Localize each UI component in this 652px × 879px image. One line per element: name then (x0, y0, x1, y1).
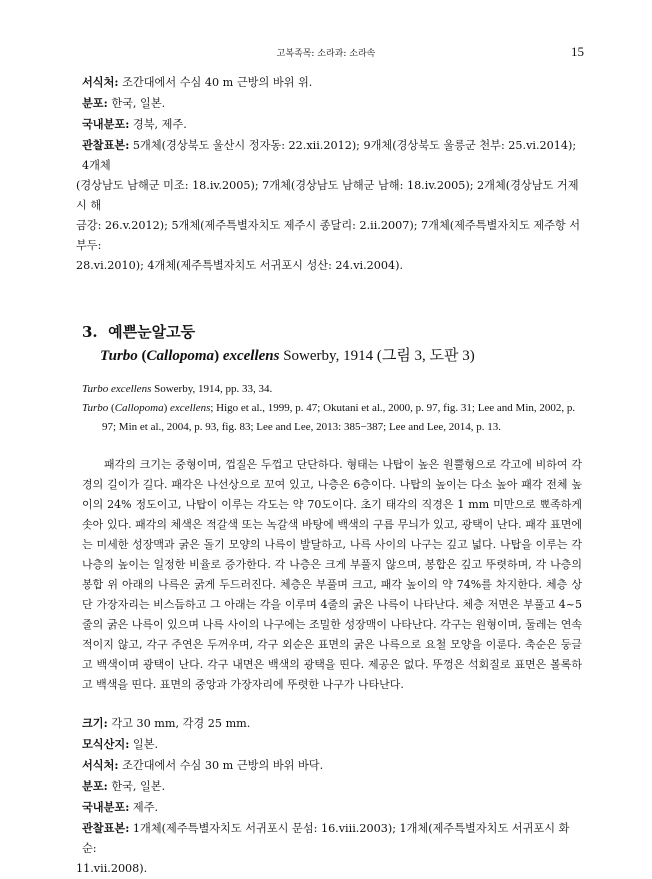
size-field (82, 713, 582, 734)
page-body (76, 72, 582, 879)
examined-specimens-field (76, 135, 582, 276)
synonym-citation: Sowerby, 1914, pp. 33, 34. (151, 383, 273, 395)
synonymy-item (82, 380, 582, 399)
habitat-field (82, 72, 582, 93)
species-description: 패각의 크기는 중형이며, 껍질은 두껍고 단단하다. 형태는 나탑이 높은 원뿔형으로 각고에 비하여 각경의 길이가 길다. 패각은 나선상으로 꼬여 있고, 나층은 6층이다. 나탑의 높이는 다소 높아 패각 전체 높이의 24% 정도이고, 나탑이 이루는 각도는 약 70도이다. 초기 태각의 직경은 1 mm 미만으로 뾰족하게 솟아 있다. 패각의 체색은 적갈색 또는 녹갈색 바탕에 백색의 구름 무늬가 있고, 광택이 난다. 패각 표면에는 미세한 성장맥과 굵은 돌기 모양의 나륵이 발달하고, 나륵 사이의 나구는 깊고 넓다. 나탑을 이루는 각 나층의 높이는 일정한 비율로 증가한다. 각 나층은 크게 부풀지 않으며, 봉합은 깊고 뚜렷하며, 각 나층의 봉합 위 아래의 나륵은 굵게 두드러진다. 체층은 부풀며 크고, 패각 높이의 약 74%를 차지한다. 체층 상단 가장자리는 비스듬하고 그 아래는 각을 이루며 4줄의 굵은 나륵이 나타난다. 체층 저면은 부풀고 4~5줄의 굵은 나륵이 있으며 나륵 사이의 나구에는 조밀한 성장맥이 나타난다. 각구는 원형이며, 둘레는 연속적이지 않고, 각구 주연은 두꺼우며, 각구 외순은 표면의 굵은 나륵으로 요철 모양을 이룬다. 축순은 둥글고 백색이며 광택이 난다. 각구 내면은 백색의 광택을 띤다. 제공은 없다. 뚜껑은 석회질로 표면은 볼록하고 백색을 띤다. 표면의 중앙과 가장자리에 뚜렷한 나구가 나타난다. (82, 458, 582, 691)
specimens-line: 11.vii.2008). (76, 862, 148, 875)
habitat-value: 조간대에서 수심 40 m 근방의 바위 위. (122, 76, 313, 89)
synonym-epithet: excellens (170, 402, 211, 414)
specimens-label: 관찰표본: (82, 138, 130, 152)
synonymy-list (82, 380, 582, 437)
distribution-label: 분포: (82, 96, 108, 110)
distribution-label: 분포: (82, 779, 108, 793)
distribution-value: 한국, 일본. (111, 780, 166, 793)
synonymy-item (82, 399, 582, 437)
species-heading (82, 320, 582, 368)
page-number: 15 (571, 44, 584, 59)
distribution-field (82, 776, 582, 797)
species-korean-name: 예쁜눈알고둥 (108, 323, 196, 341)
specimens-line: (경상남도 남해군 미조: 18.iv.2005); 7개체(경상남도 남해군 남해: 18.iv.2005); 2개체(경상남도 거제시 해 (76, 179, 579, 212)
synonym-subgenus: (Callopoma) (108, 402, 171, 414)
specimens-line: 관찰표본: 5개체(경상북도 울산시 정자동: 22.xii.2012); 9개체(경상북도 울릉군 천부: 25.vi.2014); 4개체 (82, 138, 577, 172)
distribution-field (82, 93, 582, 114)
previous-species-block (76, 72, 582, 276)
domestic-distribution-label: 국내분포: (82, 800, 130, 814)
species-number: 3. (82, 323, 98, 341)
specimens-label: 관찰표본: (82, 821, 130, 835)
synonym-citation: ; Higo et al., 1999, p. 47; Okutani et al., 2000, p. 97, fig. 31; Lee and Min, 2002, p. 97; Min et al., 2004, p. 93, fig. 83; Lee and Lee, 2013: 385−387; Lee and Lee, 2014, p. 13. (102, 402, 576, 433)
synonym-name: Turbo excellens (82, 383, 152, 395)
epithet: excellens (222, 348, 280, 364)
synonym-name: Turbo (82, 402, 109, 414)
genus: Turbo (100, 348, 138, 364)
size-label: 크기: (82, 716, 108, 730)
domestic-distribution-label: 국내분포: (82, 117, 130, 131)
domestic-distribution-value: 경북, 제주. (132, 118, 187, 131)
subgenus: (Callopoma) (141, 348, 220, 364)
habitat-value: 조간대에서 수심 30 m 근방의 바위 바닥. (122, 759, 324, 772)
examined-specimens-field (76, 818, 582, 879)
type-locality-value: 일본. (132, 738, 159, 751)
size-value: 각고 30 mm, 각경 25 mm. (111, 717, 251, 730)
specimens-line: 금강: 26.v.2012); 5개체(제주특별자치도 제주시 종달리: 2.ii.2007); 7개체(제주특별자치도 제주항 서부두: (76, 219, 581, 252)
habitat-label: 서식처: (82, 75, 119, 89)
species-scientific-heading (82, 344, 582, 368)
author-year: Sowerby, 1914 (283, 348, 374, 364)
domestic-distribution-field (82, 114, 582, 135)
species-korean-heading (82, 320, 582, 344)
type-locality-field (82, 734, 582, 755)
specimens-line: 28.vi.2010); 4개체(제주특별자치도 서귀포시 성산: 24.vi.2004). (76, 259, 404, 272)
domestic-distribution-field (82, 797, 582, 818)
running-title: 고복족목: 소라과: 소라속 (276, 49, 376, 59)
species-data-block (76, 713, 582, 879)
figure-reference: (그림 3, 도판 3) (376, 348, 475, 364)
habitat-label: 서식처: (82, 758, 119, 772)
type-locality-label: 모식산지: (82, 737, 130, 751)
habitat-field (82, 755, 582, 776)
domestic-distribution-value: 제주. (132, 801, 159, 814)
specimens-line: 관찰표본: 1개체(제주특별자치도 서귀포시 문섬: 16.viii.2003); 1개체(제주특별자치도 서귀포시 화순: (82, 821, 570, 855)
distribution-value: 한국, 일본. (111, 97, 166, 110)
